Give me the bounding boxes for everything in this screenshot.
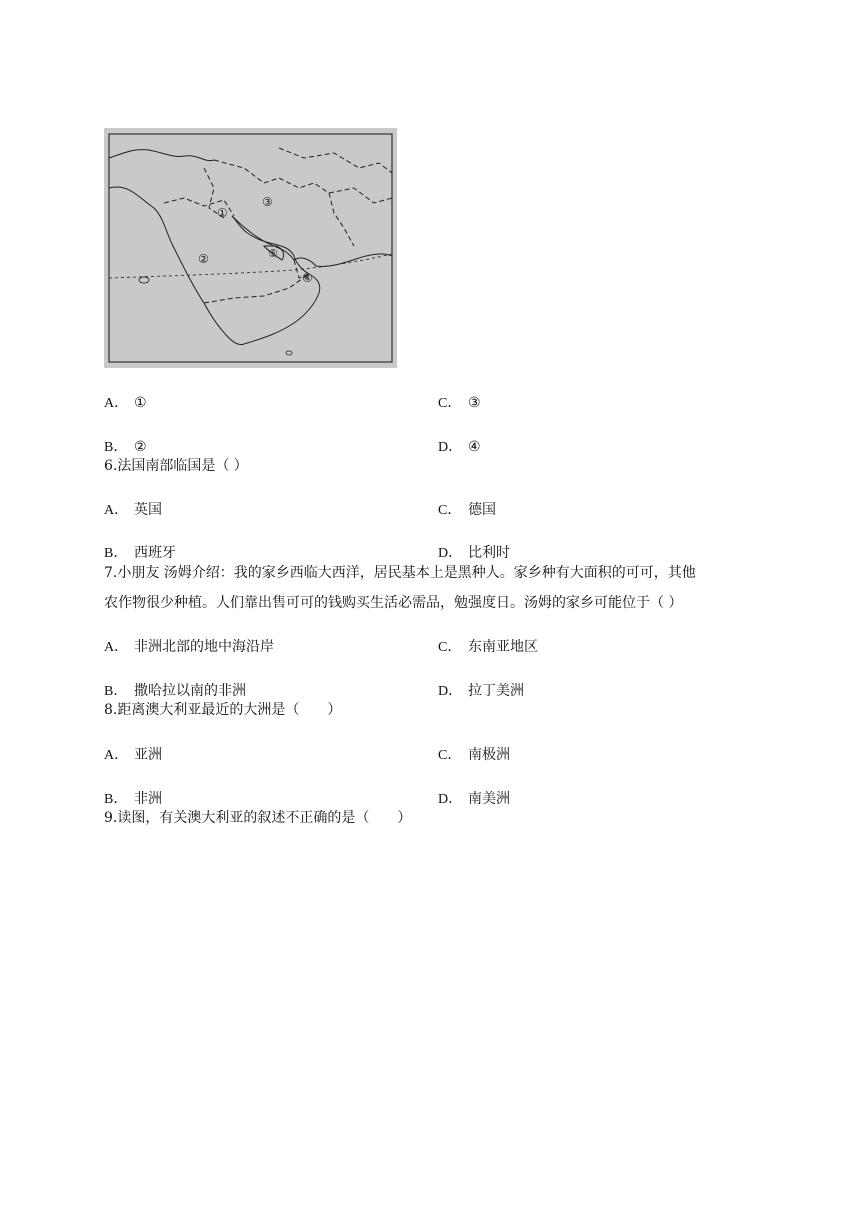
- option-text: 撒哈拉以南的非洲: [134, 683, 246, 699]
- q9-stem: 9.读图，有关澳大利亚的叙述不正确的是（ ）: [104, 810, 412, 826]
- map-label-2: ②: [198, 252, 209, 266]
- option-text: ①: [134, 395, 147, 411]
- q8-option-b[interactable]: [104, 789, 162, 810]
- q5-option-a[interactable]: [104, 393, 147, 414]
- option-letter: B．: [104, 684, 128, 699]
- option-letter: C．: [438, 503, 462, 518]
- q8-stem: 8.距离澳大利亚最近的大洲是（ ）: [104, 702, 342, 718]
- option-text: 拉丁美洲: [468, 683, 524, 699]
- option-letter: C．: [438, 640, 462, 655]
- q5-option-d[interactable]: [438, 437, 481, 458]
- q8-option-c[interactable]: [438, 745, 510, 766]
- option-text: 东南亚地区: [468, 639, 538, 655]
- map-label-1: ①: [217, 206, 228, 220]
- map-label-5: ⑤: [268, 247, 278, 260]
- q6-option-a[interactable]: [104, 500, 162, 521]
- option-letter: B．: [104, 792, 128, 807]
- map-label-3: ③: [262, 195, 273, 209]
- option-text: ③: [468, 395, 481, 411]
- q6-option-b[interactable]: [104, 543, 176, 564]
- option-letter: D．: [438, 440, 463, 455]
- option-text: 西班牙: [134, 545, 176, 561]
- q6-option-d[interactable]: [438, 543, 510, 564]
- option-text: 亚洲: [134, 747, 162, 763]
- option-text: 英国: [134, 502, 162, 518]
- map-label-4: ④: [302, 271, 313, 285]
- option-letter: B．: [104, 440, 128, 455]
- q7-option-d[interactable]: [438, 681, 524, 702]
- option-letter: A．: [104, 640, 129, 655]
- q7-option-a[interactable]: [104, 637, 274, 658]
- q8-option-a[interactable]: [104, 745, 162, 766]
- q6-stem: 6.法国南部临国是（ ）: [104, 458, 248, 474]
- option-letter: B．: [104, 546, 128, 561]
- option-text: 非洲北部的地中海沿岸: [134, 639, 274, 655]
- q7-option-b[interactable]: [104, 681, 246, 702]
- option-text: 南极洲: [468, 747, 510, 763]
- map-svg: [104, 128, 397, 368]
- option-text: 南美洲: [468, 791, 510, 807]
- option-text: ④: [468, 439, 481, 455]
- middle-east-map: [104, 128, 397, 368]
- option-letter: C．: [438, 396, 462, 411]
- option-letter: A．: [104, 396, 129, 411]
- option-letter: D．: [438, 546, 463, 561]
- option-text: 比利时: [468, 545, 510, 561]
- option-text: 非洲: [134, 791, 162, 807]
- option-text: ②: [134, 439, 147, 455]
- q7-stem-line2: 农作物很少种植。人们靠出售可可的钱购买生活必需品，勉强度日。汤姆的家乡可能位于（ ）: [104, 595, 683, 611]
- option-letter: A．: [104, 503, 129, 518]
- q8-option-d[interactable]: [438, 789, 510, 810]
- option-letter: C．: [438, 748, 462, 763]
- option-text: 德国: [468, 502, 496, 518]
- q5-option-c[interactable]: [438, 393, 481, 414]
- q7-stem-line1: 7.小朋友 汤姆介绍：我的家乡西临大西洋，居民基本上是黑种人。家乡种有大面积的可可，其他: [104, 565, 696, 581]
- q5-option-b[interactable]: [104, 437, 147, 458]
- q7-option-c[interactable]: [438, 637, 538, 658]
- option-letter: D．: [438, 684, 463, 699]
- option-letter: A．: [104, 748, 129, 763]
- option-letter: D．: [438, 792, 463, 807]
- q6-option-c[interactable]: [438, 500, 496, 521]
